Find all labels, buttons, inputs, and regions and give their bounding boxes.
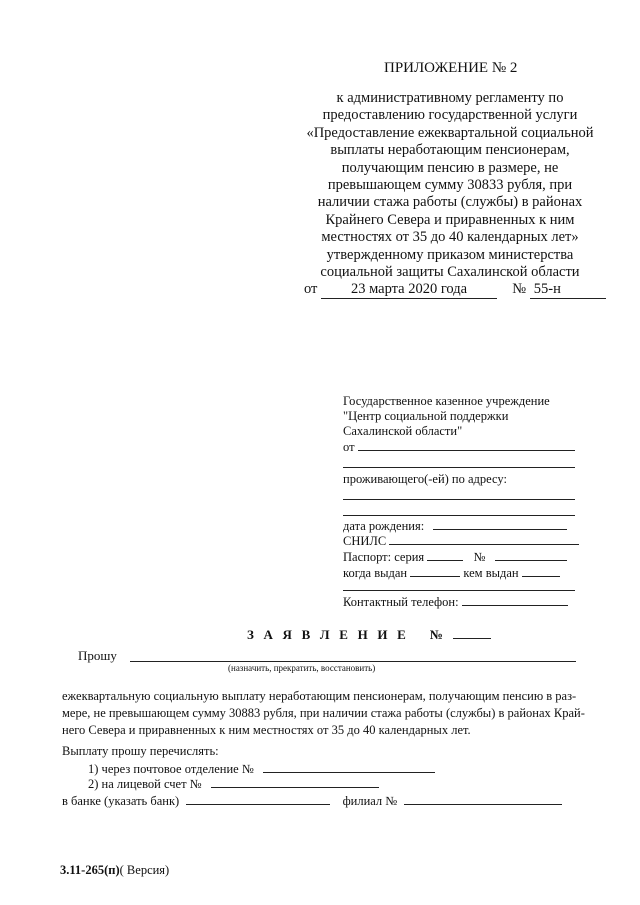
birth-date-field[interactable] bbox=[433, 517, 567, 530]
order-number: 55-н bbox=[530, 281, 606, 299]
payment-intro: Выплату прошу перечислять: bbox=[62, 744, 219, 758]
request-label: Прошу bbox=[78, 648, 117, 663]
passport-series-field[interactable] bbox=[427, 548, 463, 561]
post-office-label: 1) через почтовое отделение № bbox=[88, 762, 254, 776]
issued-when-label: когда выдан bbox=[343, 566, 408, 580]
account-label: 2) на лицевой счет № bbox=[88, 777, 202, 791]
regulation-line: «Предоставление ежеквартальной социальной bbox=[306, 124, 594, 141]
issued-row bbox=[343, 564, 560, 581]
snils-field[interactable] bbox=[389, 532, 579, 545]
bank-label: в банке (указать банк) bbox=[62, 794, 180, 808]
residing-label: проживающего(-ей) по адресу: bbox=[343, 472, 507, 486]
address-field-line-1[interactable] bbox=[343, 499, 575, 500]
regulation-line: к административному регламенту по bbox=[336, 90, 564, 106]
request-hint: (назначить, прекратить, восстановить) bbox=[228, 663, 376, 673]
regulation-line: превышающем сумму 30833 рубля, при bbox=[327, 177, 573, 194]
statement-title-row bbox=[247, 626, 491, 643]
statement-number-label: № bbox=[429, 627, 447, 642]
regulation-line: местностях от 35 до 40 календарных лет» bbox=[321, 229, 579, 246]
from-field-line-2[interactable] bbox=[343, 467, 575, 468]
payment-option-account bbox=[88, 775, 379, 792]
regulation-line: наличии стажа работы (службы) в районах bbox=[317, 194, 583, 211]
issued-by-field-line-2[interactable] bbox=[343, 590, 575, 591]
passport-row bbox=[343, 548, 567, 565]
order-line bbox=[304, 281, 606, 299]
regulation-line: Крайнего Севера и приравненных к ним bbox=[325, 211, 575, 228]
issued-by-field[interactable] bbox=[522, 564, 560, 577]
snils-label: СНИЛС bbox=[343, 534, 387, 548]
issued-when-field[interactable] bbox=[410, 564, 460, 577]
statement-body-line: ежеквартальную социальную выплату неработающим пенсионерам, получающим пенсию в раз- bbox=[62, 689, 577, 703]
regulation-line: предоставлению государственной услуги bbox=[322, 107, 578, 124]
statement-title: З А Я В Л Е Н И Е bbox=[247, 627, 409, 642]
order-from-label: от bbox=[304, 281, 318, 297]
addressee-line: Государственное казенное учреждение bbox=[343, 394, 550, 408]
regulation-line: получающим пенсию в размере, не bbox=[341, 159, 559, 176]
branch-label: филиал № bbox=[342, 794, 398, 808]
from-label: от bbox=[343, 440, 355, 454]
post-office-number-field[interactable] bbox=[263, 760, 435, 773]
passport-number-label: № bbox=[473, 550, 486, 564]
form-code bbox=[60, 863, 169, 878]
statement-body-line: него Севера и приравненных к ним местностях от 35 до 40 календарных лет. bbox=[62, 723, 471, 737]
passport-number-field[interactable] bbox=[495, 548, 567, 561]
from-row bbox=[343, 438, 575, 455]
branch-number-field[interactable] bbox=[404, 792, 562, 805]
bank-row bbox=[62, 792, 562, 809]
regulation-line: социальной защиты Сахалинской области bbox=[320, 264, 580, 281]
account-number-field[interactable] bbox=[211, 775, 379, 788]
form-code-number: 3.11-265(п) bbox=[60, 863, 120, 877]
snils-row bbox=[343, 532, 579, 549]
order-date: 23 марта 2020 года bbox=[321, 281, 497, 299]
form-code-version: ( Версия) bbox=[119, 863, 170, 877]
addressee-line: "Центр социальной поддержки bbox=[343, 409, 509, 423]
address-field-line-2[interactable] bbox=[343, 515, 575, 516]
phone-label: Контактный телефон: bbox=[343, 595, 459, 609]
phone-row bbox=[343, 593, 568, 610]
order-number-label: № bbox=[512, 281, 527, 297]
appendix-title: ПРИЛОЖЕНИЕ № 2 bbox=[384, 60, 518, 76]
addressee-block bbox=[343, 394, 550, 439]
issued-by-label: кем выдан bbox=[463, 566, 519, 580]
phone-field[interactable] bbox=[462, 593, 568, 606]
bank-name-field[interactable] bbox=[186, 792, 330, 805]
statement-number-field[interactable] bbox=[453, 626, 491, 639]
passport-series-label: Паспорт: серия bbox=[343, 550, 425, 564]
statement-body-line: мере, не превышающем сумму 30883 рубля, при наличии стажа работы (службы) в районах Край- bbox=[62, 706, 585, 720]
regulation-reference bbox=[290, 90, 610, 281]
birth-date-label: дата рождения: bbox=[343, 519, 425, 533]
from-field[interactable] bbox=[358, 438, 575, 451]
request-action-field[interactable] bbox=[130, 661, 576, 662]
addressee-line: Сахалинской области" bbox=[343, 424, 463, 438]
statement-body bbox=[62, 688, 606, 739]
regulation-line: утвержденному приказом министерства bbox=[326, 246, 574, 263]
regulation-line: выплаты неработающим пенсионерам, bbox=[330, 142, 570, 159]
